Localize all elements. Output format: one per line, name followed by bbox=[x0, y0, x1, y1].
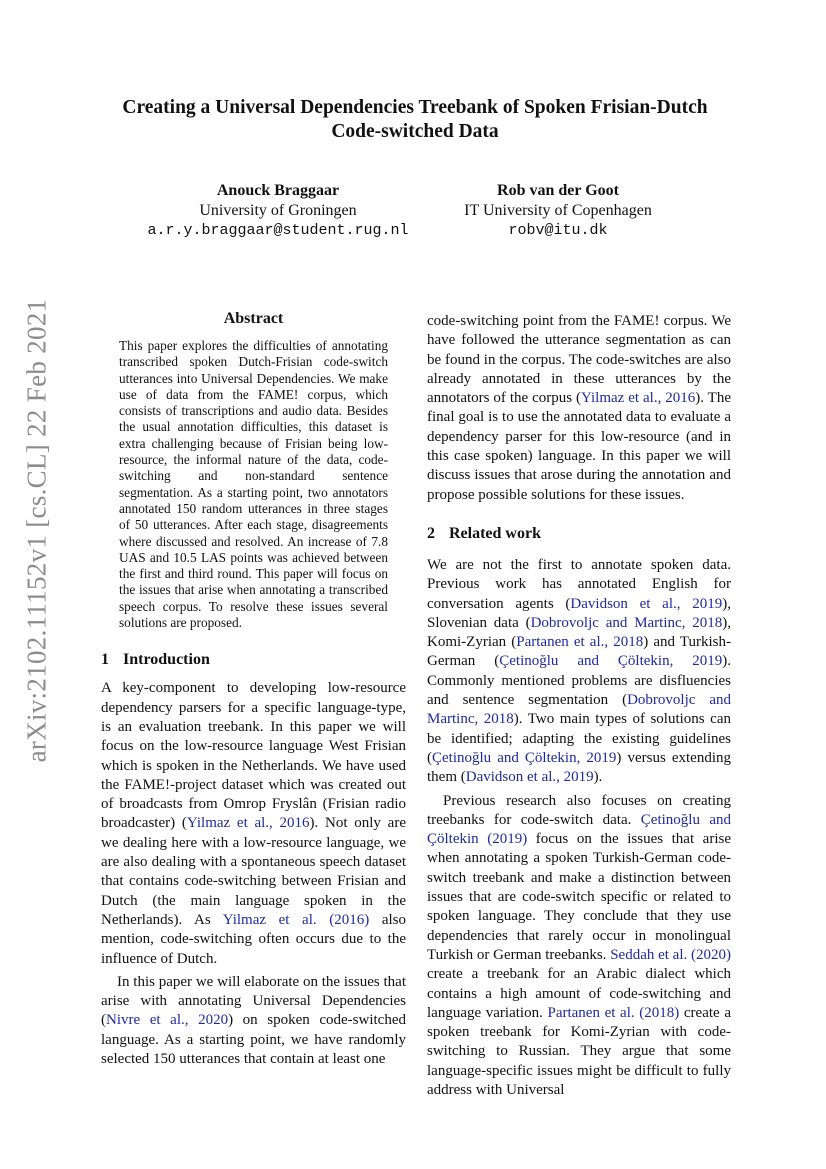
citation-link[interactable]: Partanen et al. (2018) bbox=[547, 1004, 680, 1021]
paragraph-text: also mention, code-switching often occurs due to the influence of Dutch. bbox=[101, 911, 406, 967]
paragraph-text: focus on the issues that arise when annotating a spoken Turkish-German code-switch treebank and make a distinction between issues that are code-switch specific or related to spoken language. They conclude that they use dependencies that rarely occur in monolingual Turkish or German treebanks. bbox=[427, 831, 732, 963]
introduction-paragraph-1 bbox=[101, 679, 406, 968]
section-title: Introduction bbox=[123, 651, 210, 669]
arxiv-identifier-stamp bbox=[12, 298, 62, 762]
citation-link[interactable]: Çetinoğlu and Çöltekin, 2019 bbox=[499, 653, 723, 670]
citation-link[interactable]: Çetinoğlu and Çöltekin, 2019 bbox=[432, 749, 617, 766]
author-name: Rob van der Goot bbox=[497, 182, 619, 199]
citation-link[interactable]: Yilmaz et al., 2016 bbox=[186, 815, 310, 832]
citation-link[interactable]: Yilmaz et al., 2016 bbox=[581, 390, 696, 407]
paragraph-text: Previous research also focuses on creating treebanks for code-switch data. bbox=[427, 792, 731, 828]
paragraph-text: ), Slovenian data ( bbox=[427, 595, 731, 631]
author-name: Anouck Braggaar bbox=[216, 182, 340, 199]
paragraph-text: ). Two main types of solutions can be identified; adapting the existing guidelines ( bbox=[427, 711, 731, 766]
paragraph-text: A key-component to developing low-resource dependency parsers for a specific language-type, is an evaluation treebank. In this paper we will focus on the low-resource language West Frisian which is spoken in the Netherlands. We have used the FAME!-project dataset which was created out of broadcasts from Omrop Fryslân (Frisian radio broadcaster) ( bbox=[101, 680, 406, 832]
author-affiliation: IT University of Copenhagen bbox=[464, 202, 652, 219]
related-work-heading bbox=[427, 525, 731, 543]
paragraph-text: create a treebank for an Arabic dialect which contains a high amount of code-switching and language variation. bbox=[427, 966, 731, 1021]
related-work-paragraph-1 bbox=[427, 556, 731, 788]
author-block-2 bbox=[408, 181, 708, 241]
citation-link[interactable]: Dobrovoljc and Martinc, 2018 bbox=[427, 692, 731, 728]
paper-title bbox=[100, 96, 730, 144]
abstract-text: This paper explores the difficulties of annotating transcribed spoken Dutch-Frisian code-switch utterances into Universal Dependencies. We make use of data from the FAME! corpus, which consists of transcriptions and audio data. Besides the usual annotation difficulties, this dataset is extra challenging because of Frisian being low-resource, the informal nature of the data, code-switching and non-standard sentence segmentation. As a starting point, two annotators annotated 150 random utterances in three stages of 50 utterances. After each stage, disagreements where discussed and resolved. An increase of 7.8 UAS and 10.5 LAS points was achieved between the first and third round. This paper will focus on the issues that arise when annotating a transcribed speech corpus. To resolve these issues several solutions are proposed. bbox=[119, 338, 388, 631]
section-title: Related work bbox=[449, 524, 541, 542]
left-column bbox=[101, 310, 406, 1069]
related-work-paragraph-2 bbox=[427, 792, 731, 1101]
citation-link[interactable]: Yilmaz et al. (2016) bbox=[222, 911, 370, 928]
citation-link[interactable]: Dobrovoljc and Martinc, 2018 bbox=[530, 614, 723, 631]
paragraph-text: ). Not only are we dealing here with a low-resource language, we are also dealing with a spontaneous speech dataset that contains code-switching between Frisian and Dutch (the main language spoken in the Netherlands). As bbox=[101, 815, 406, 928]
paragraph-text: create a spoken treebank for Komi-Zyrian with code-switching to Russian. They argue that some language-specific issues might be difficult to fully address with Universal bbox=[427, 1004, 731, 1098]
right-column bbox=[427, 312, 731, 1100]
citation-link[interactable]: Seddah et al. (2020) bbox=[610, 946, 731, 963]
paragraph-text: In this paper we will elaborate on the issues that arise with annotating Universal Dependencies ( bbox=[101, 973, 406, 1029]
paragraph-text: ) and Turkish-German ( bbox=[427, 634, 731, 670]
paragraph-text: ). The final goal is to use the annotated data to evaluate a dependency parser for this low-resource (and in this case spoken) language. In this paper we will discuss issues that arose during the annotation and propose possible solutions for these issues. bbox=[427, 390, 731, 503]
abstract-heading: Abstract bbox=[223, 310, 284, 327]
citation-link[interactable]: Çetinoğlu and Çöltekin (2019) bbox=[427, 811, 732, 848]
author-email: robv@itu.dk bbox=[508, 222, 608, 239]
paragraph-text: ) on spoken code-switched language. As a starting point, we have randomly selected 150 utterances that contain at least one bbox=[101, 1012, 406, 1067]
paragraph-text: We are not the first to annotate spoken data. Previous work has annotated English for conversation agents ( bbox=[427, 556, 731, 612]
introduction-paragraph-2-continued bbox=[427, 312, 731, 505]
citation-link[interactable]: Partanen et al., 2018 bbox=[516, 634, 644, 651]
introduction-paragraph-2 bbox=[101, 973, 406, 1069]
paragraph-text: ) versus extending them ( bbox=[427, 749, 731, 786]
citation-link[interactable]: Davidson et al., 2019 bbox=[570, 595, 723, 612]
section-number: 1 bbox=[101, 651, 109, 669]
paragraph-text: code-switching point from the FAME! corpus. We have followed the utterance segmentation as can be found in the corpus. The code-switches are also already annotated in these utterances by the annotators of the corpus ( bbox=[427, 313, 731, 407]
citation-link[interactable]: Nivre et al., 2020 bbox=[106, 1012, 229, 1029]
author-affiliation: University of Groningen bbox=[199, 202, 357, 219]
author-block-1 bbox=[128, 181, 428, 241]
section-number: 2 bbox=[427, 524, 435, 542]
citation-link[interactable]: Davidson et al., 2019 bbox=[465, 769, 594, 786]
paragraph-text: ), Komi-Zyrian ( bbox=[427, 614, 731, 651]
paragraph-text: ). bbox=[593, 769, 603, 786]
paragraph-text: ). Commonly mentioned problems are disfluencies and sentence segmentation ( bbox=[427, 653, 731, 709]
author-email: a.r.y.braggaar@student.rug.nl bbox=[147, 222, 409, 239]
arxiv-identifier-text: arXiv:2102.11152v1 [cs.CL] 22 Feb 2021 bbox=[21, 298, 52, 762]
paper-title-line-2: Code-switched Data bbox=[331, 121, 499, 142]
introduction-heading bbox=[101, 651, 406, 669]
paper-title-line-1: Creating a Universal Dependencies Treebank of Spoken Frisian-Dutch bbox=[122, 97, 708, 118]
